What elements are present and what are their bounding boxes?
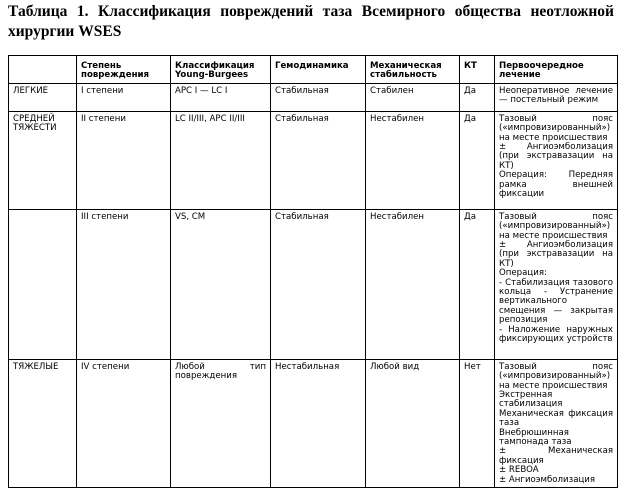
treatment-line: Тазовый пояс («импровизированный») на месте происшествия bbox=[499, 361, 613, 391]
treatment-line: ± REBOA bbox=[499, 465, 539, 476]
grade-cell: II степени bbox=[77, 111, 171, 209]
ct-cell: Да bbox=[460, 111, 495, 209]
severity-cell: СРЕДНЕЙ ТЯЖЕСТИ bbox=[9, 111, 77, 209]
treatment-cell bbox=[495, 209, 618, 359]
hemodynamics-cell: Стабильная bbox=[271, 83, 366, 111]
treatment-line: - Стабилизация тазового кольца - Устранение вертикального смещения — закрытая репозиция bbox=[499, 277, 613, 326]
stability-cell: Любой вид bbox=[366, 359, 460, 487]
treatment-line: Операция: Передняя рамка внешней фиксации bbox=[499, 170, 613, 200]
treatment-line: ± Ангиоэмболизация (при экстравазации на КТ) bbox=[499, 240, 613, 269]
grade-cell: IV степени bbox=[77, 359, 171, 487]
classification-cell: LC II/III, APC II/III bbox=[171, 111, 271, 209]
treatment-line: Механическая фиксация таза bbox=[499, 408, 613, 429]
header-hemodynamics: Гемодинамика bbox=[271, 56, 366, 84]
stability-cell: Нестабилен bbox=[366, 209, 460, 359]
treatment-line: Операция: bbox=[499, 268, 547, 279]
treatment-line: Тазовый пояс («импровизированный») на месте происшествия bbox=[499, 211, 613, 241]
treatment-line: Неоперативное лечение — постельный режим bbox=[499, 85, 613, 106]
hemodynamics-cell: Нестабильная bbox=[271, 359, 366, 487]
stability-cell: Нестабилен bbox=[366, 111, 460, 209]
hemodynamics-cell: Стабильная bbox=[271, 209, 366, 359]
stability-cell: Стабилен bbox=[366, 83, 460, 111]
classification-cell: APC I — LC I bbox=[171, 83, 271, 111]
treatment-line: ± Ангиоэмболизация bbox=[499, 474, 596, 485]
table-row bbox=[9, 83, 618, 111]
classification-table bbox=[8, 55, 618, 488]
grade-cell: I степени bbox=[77, 83, 171, 111]
table-row bbox=[9, 111, 618, 209]
severity-cell: ТЯЖЕЛЫЕ bbox=[9, 359, 77, 487]
header-grade: Степень повреждения bbox=[77, 56, 171, 84]
treatment-line: ± Ангиоэмболизация (при экстравазации на КТ) bbox=[499, 142, 613, 171]
table-header-row bbox=[9, 56, 618, 84]
grade-cell: III степени bbox=[77, 209, 171, 359]
ct-cell: Да bbox=[460, 209, 495, 359]
treatment-line: Внебрюшинная тампонада таза bbox=[499, 427, 572, 448]
treatment-line: - Наложение наружных фиксирующих устройств bbox=[499, 324, 613, 345]
treatment-cell bbox=[495, 359, 618, 487]
table-title: Таблица 1. Классификация повреждений таза Всемирного общества неотложной хирургии WSES bbox=[8, 3, 614, 40]
treatment-line: Экстренная стабилизация bbox=[499, 390, 563, 410]
severity-cell: ЛЕГКИЕ bbox=[9, 83, 77, 111]
treatment-line: Тазовый пояс («импровизированный») на месте происшествия bbox=[499, 113, 613, 143]
header-stability: Механическая стабильность bbox=[366, 56, 460, 84]
treatment-cell bbox=[495, 111, 618, 209]
header-classification: Классификация Young-Burgees bbox=[171, 56, 271, 84]
header-treatment: Первоочередное лечение bbox=[495, 56, 618, 84]
table-row bbox=[9, 359, 618, 487]
header-ct: КТ bbox=[460, 56, 495, 84]
header-severity bbox=[9, 56, 77, 84]
hemodynamics-cell: Стабильная bbox=[271, 111, 366, 209]
treatment-cell bbox=[495, 83, 618, 111]
table-row bbox=[9, 209, 618, 359]
treatment-line: ± Механическая фиксация bbox=[499, 446, 613, 466]
ct-cell: Да bbox=[460, 83, 495, 111]
classification-cell: VS, CM bbox=[171, 209, 271, 359]
ct-cell: Нет bbox=[460, 359, 495, 487]
severity-cell bbox=[9, 209, 77, 359]
classification-cell: Любой тип повреждения bbox=[171, 359, 271, 487]
